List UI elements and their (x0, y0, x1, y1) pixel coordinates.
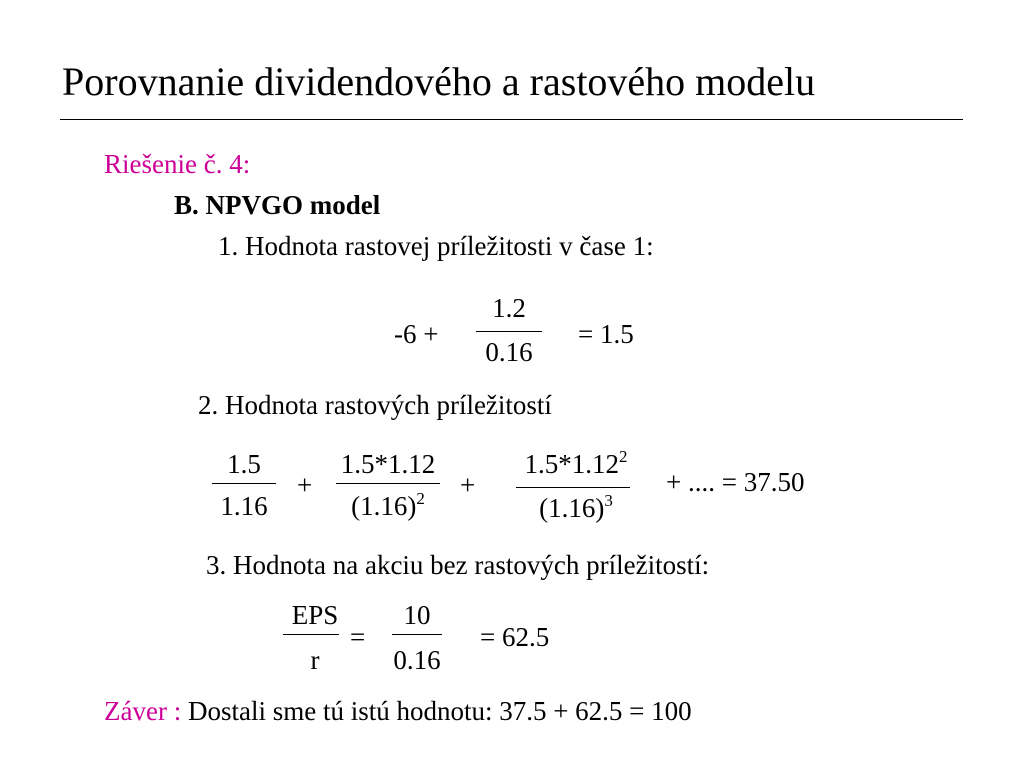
step2-term1-fraction-bar (212, 483, 276, 484)
step1-result: = 1.5 (578, 319, 634, 349)
step2-term3-numerator: 1.5*1.12$^2$ (524, 447, 628, 479)
step3-result: = 62.5 (480, 622, 550, 652)
step1-heading: 1. Hodnota rastovej príležitosti v čase 1: (218, 231, 654, 261)
step1-fraction-bar (476, 331, 542, 332)
step3-frac1-fraction-bar (283, 634, 339, 635)
conclusion (104, 698, 692, 725)
step2-result: + .... = 37.50 (666, 467, 805, 497)
step3-frac2-denominator: 0.16 (393, 645, 441, 675)
conclusion-text: Dostali sme tú istú hodnotu: 37.5 + 62.5 = 100 (187, 696, 692, 726)
step1-denominator: 0.16 (485, 337, 533, 367)
step2-heading: 2. Hodnota rastových príležitostí (198, 390, 552, 420)
step1-prefix: -6 + (394, 319, 439, 349)
step2-plus-1: + (297, 470, 313, 500)
step1-numerator: 1.2 (492, 293, 526, 323)
step2-term3-denominator: $(1.16)^3$ (539, 491, 613, 523)
step2-term2-denominator: $(1.16)^2$ (351, 489, 425, 521)
step2-plus-2: + (460, 470, 476, 500)
step2-term2-fraction-bar (336, 483, 440, 484)
step3-frac2-fraction-bar (392, 634, 442, 635)
exponent: 3 (604, 491, 613, 510)
step2-term2-numerator: 1.5*1.12 (340, 449, 436, 479)
page-title: Porovnanie dividendového a rastového modelu (62, 59, 816, 104)
section-heading: B. NPVGO model (174, 190, 381, 220)
step2-term3-fraction-bar (516, 487, 630, 488)
step2-term1-numerator: 1.5 (227, 449, 261, 479)
conclusion-label: Záver : (104, 696, 182, 726)
step3-heading: 3. Hodnota na akciu bez rastových príležitostí: (206, 550, 710, 580)
step3-frac1-numerator: EPS (291, 600, 339, 630)
title-divider (60, 119, 963, 120)
exponent: 2 (619, 447, 628, 466)
step2-term1-denominator: 1.16 (220, 491, 268, 521)
step3-frac1-denominator: r (310, 645, 320, 675)
step3-frac2-numerator: 10 (403, 600, 431, 630)
exponent: 2 (416, 489, 425, 508)
step3-equals: = (350, 622, 366, 652)
solution-label: Riešenie č. 4: (104, 149, 251, 179)
